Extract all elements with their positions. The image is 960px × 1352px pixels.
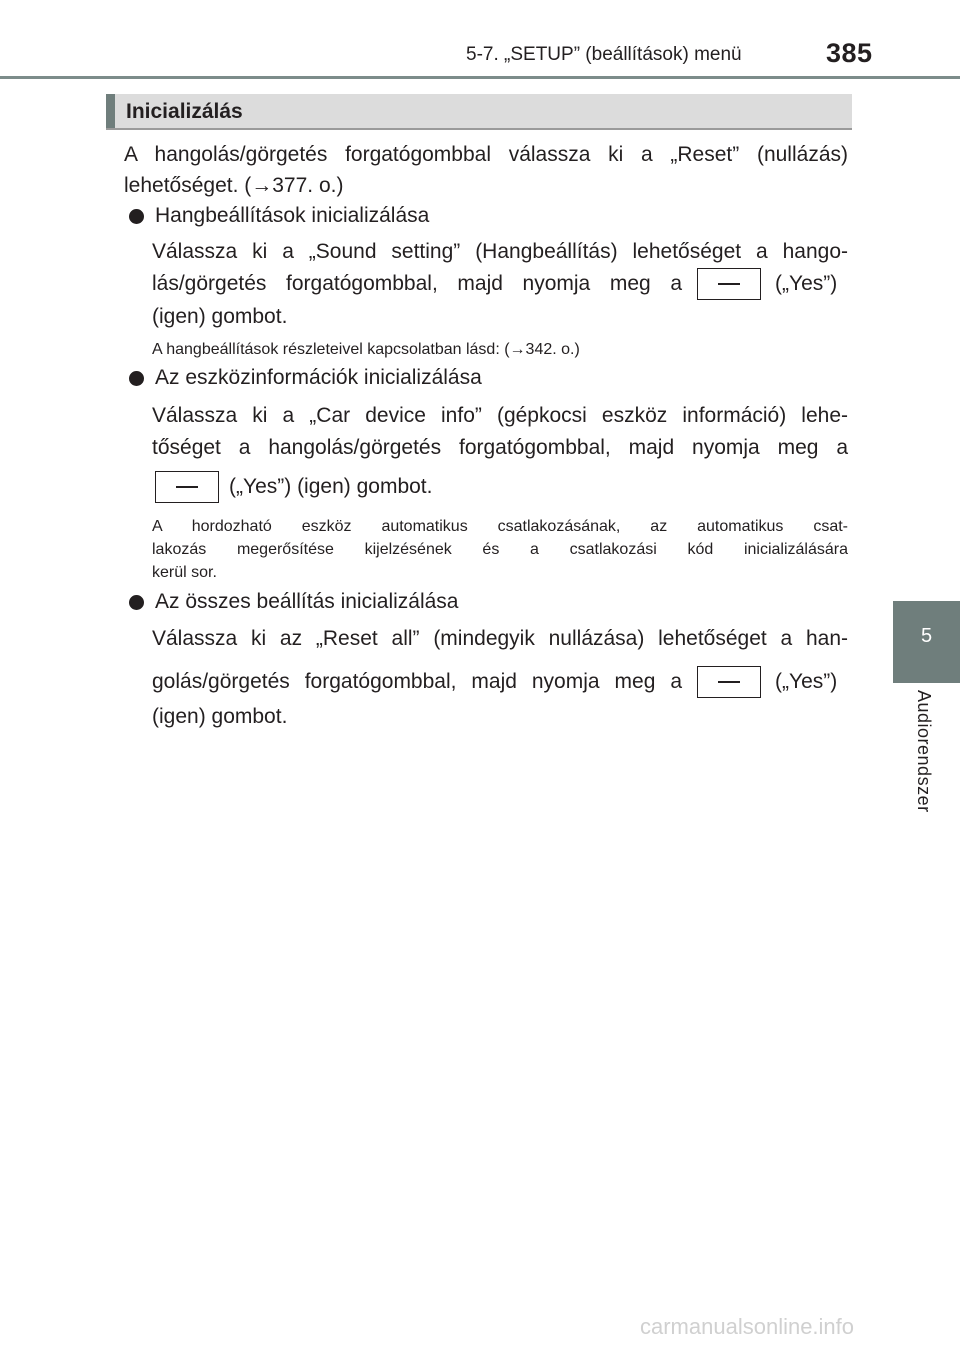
item-2-note-2: lakozás megerősítése kijelzésének és a csatlakozási kód inicializálására: [152, 541, 848, 558]
item-3-line-3: (igen) gombot.: [152, 705, 288, 728]
running-header-section: 5-7. „SETUP” (beállítások) menü: [466, 44, 742, 65]
page-number: 385: [826, 38, 873, 68]
chapter-label: Audiorendszer: [914, 690, 934, 813]
item-3-line-1: Válassza ki az „Reset all” (mindegyik nullázása) lehetőséget a han-: [152, 627, 848, 650]
yes-button-icon: [697, 268, 761, 300]
bullet-icon: [129, 209, 144, 224]
section-title: Inicializálás: [126, 100, 243, 123]
intro-line-1: A hangolás/görgetés forgatógombbal válassza ki a „Reset” (nullázás): [124, 143, 848, 166]
bullet-icon: [129, 371, 144, 386]
section-heading-rule: [106, 128, 852, 130]
item-2-line-3: („Yes”) (igen) gombot.: [229, 475, 433, 498]
item-1-line-2-yes: („Yes”): [775, 272, 838, 295]
section-heading: [106, 94, 852, 130]
item-2-note-1: A hordozható eszköz automatikus csatlakozásának, az automatikus csat-: [152, 518, 848, 535]
bullet-icon: [129, 595, 144, 610]
item-2-line-1: Válassza ki a „Car device info” (gépkocsi eszköz információ) lehe-: [152, 404, 848, 427]
item-1-note: A hangbeállítások részleteivel kapcsolatban lásd: (→342. o.): [152, 341, 580, 358]
item-3-line-2-yes: („Yes”): [775, 670, 838, 693]
item-2-line-2: tőséget a hangolás/görgetés forgatógombbal, majd nyomja meg a: [152, 436, 848, 459]
item-3-heading: Az összes beállítás inicializálása: [155, 590, 459, 613]
item-3-line-2: golás/görgetés forgatógombbal, majd nyomja meg a: [152, 670, 682, 693]
intro-line-2: lehetőséget. (→377. o.): [124, 174, 344, 197]
watermark: carmanualsonline.info: [640, 1314, 855, 1339]
yes-button-icon: [155, 471, 219, 503]
header-rule: [0, 76, 960, 79]
item-2-note-3: kerül sor.: [152, 564, 217, 581]
item-1-heading: Hangbeállítások inicializálása: [155, 204, 430, 227]
item-2-heading: Az eszközinformációk inicializálása: [155, 366, 482, 389]
yes-button-icon: [697, 666, 761, 698]
section-heading-bar: [106, 94, 115, 130]
item-1-line-3: (igen) gombot.: [152, 305, 288, 328]
chapter-number: 5: [920, 625, 933, 647]
item-1-line-2: lás/görgetés forgatógombbal, majd nyomja meg a: [152, 272, 682, 295]
chapter-tab: [893, 601, 960, 683]
item-1-line-1: Válassza ki a „Sound setting” (Hangbeállítás) lehetőséget a hango-: [152, 240, 848, 263]
